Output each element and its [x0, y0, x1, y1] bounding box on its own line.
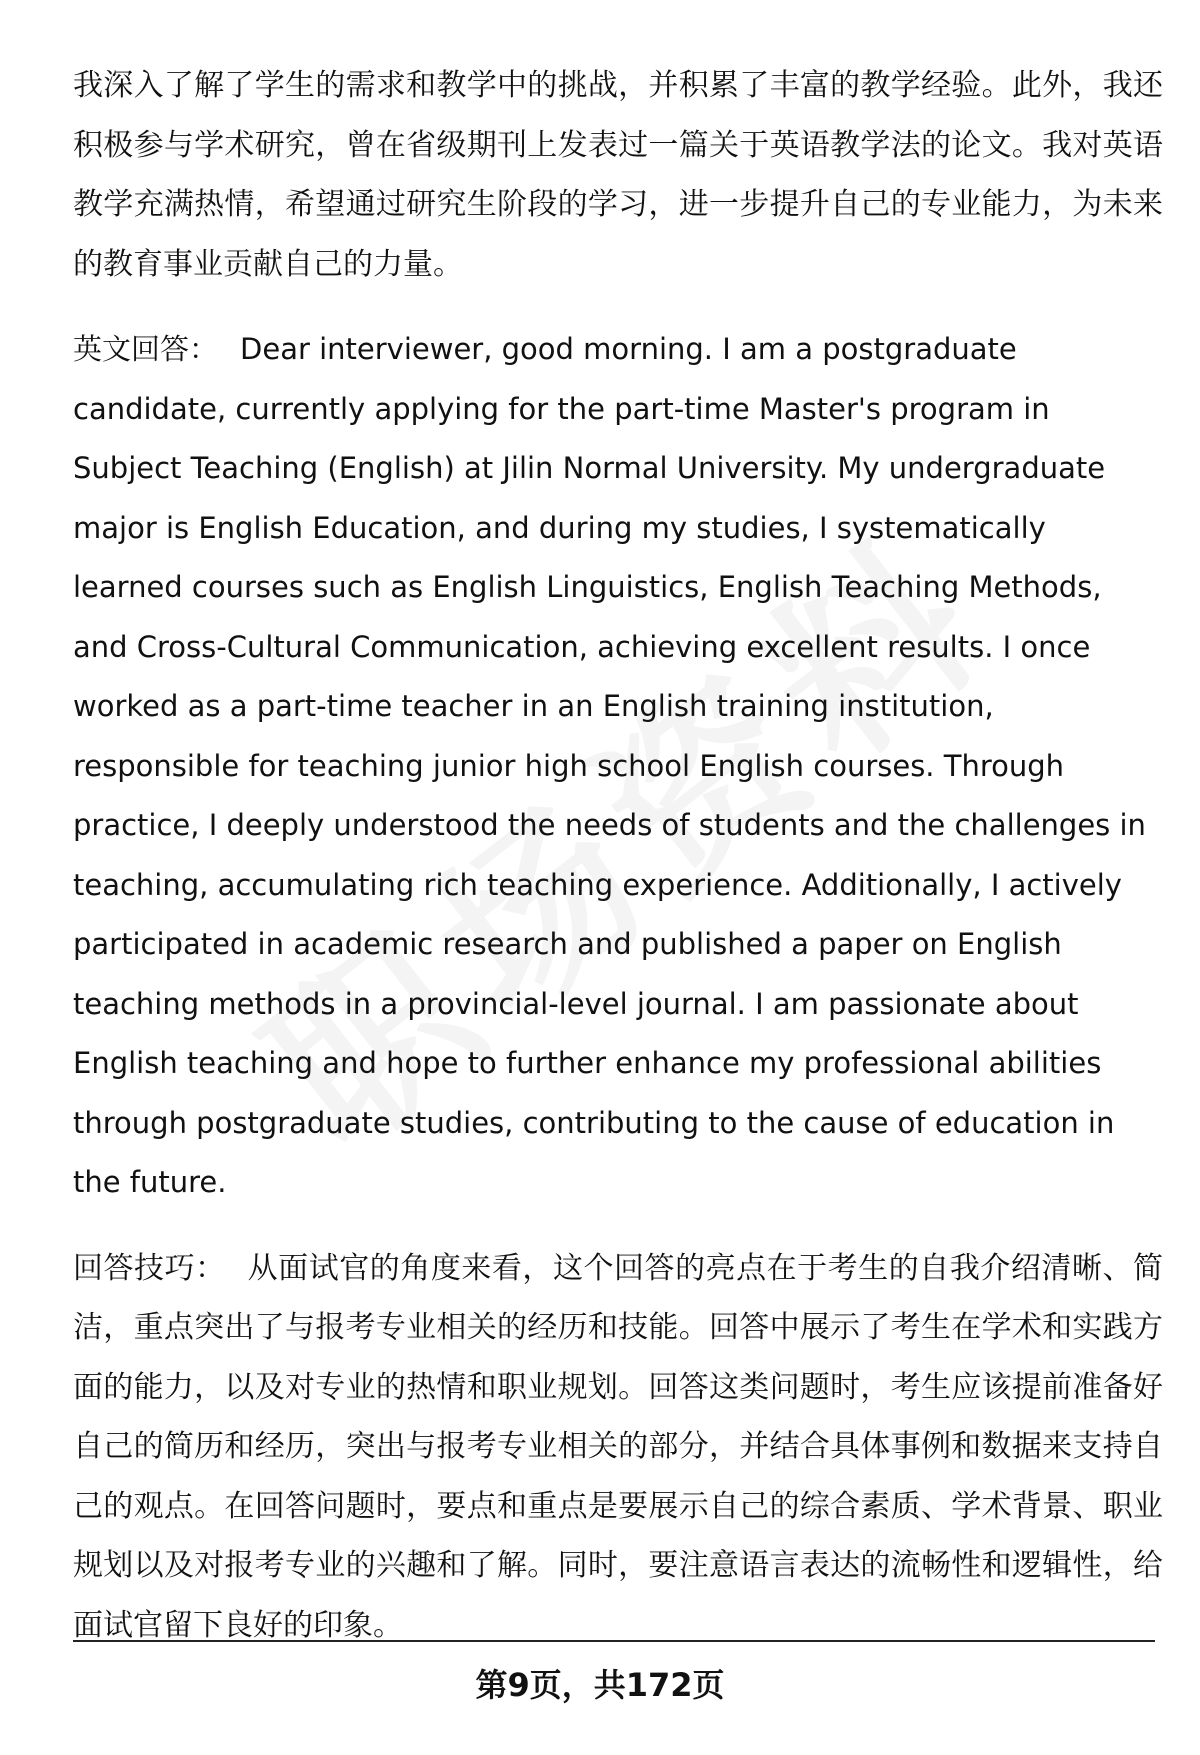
footer-divider [73, 1640, 1155, 1642]
answer-tips-text: 从面试官的角度来看，这个回答的亮点在于考生的自我介绍清晰、简洁，重点突出了与报考专业相关的经历和技能。回答中展示了考生在学术和实践方面的能力，以及对专业的热情和职业规划。回答这类问题时，考生应该提前准备好自己的简历和经历，突出与报考专业相关的部分，并结合具体事例和数据来支持自己的观点。在回答问题时，要点和重点是要展示自己的综合素质、学术背景、职业规划以及对报考专业的兴趣和了解。同时，要注意语言表达的流畅性和逻辑性，给面试官留下良好的印象。 [73, 1250, 1164, 1643]
english-answer-label: 英文回答： [73, 332, 219, 366]
english-answer-paragraph [73, 320, 1163, 1213]
page-number: 第9页，共172页 [475, 1666, 725, 1704]
document-body [73, 56, 1163, 1681]
english-answer-text: Dear interviewer, good morning. I am a postgraduate candidate, currently applying for the part-time Master's program in Subject Teaching (English) at Jilin Normal University. My undergraduate major is English Education, and during my studies, I systematically learned courses such as English Linguistics, English Teaching Methods, and Cross-Cultural Communication, achieving excellent results. I once worked as a part-time teacher in an English training institution, responsible for teaching junior high school English courses. Through practice, I deeply understood the needs of students and the challenges in teaching, accumulating rich teaching experience. Additionally, I actively participated in academic research and published a paper on English teaching methods in a provincial-level journal. I am passionate about English teaching and hope to further enhance my professional abilities through postgraduate studies, contributing to the cause of education in the future. [73, 332, 1146, 1199]
answer-tips-label: 回答技巧： [73, 1250, 226, 1286]
intro-paragraph: 我深入了解了学生的需求和教学中的挑战，并积累了丰富的教学经验。此外，我还积极参与学术研究，曾在省级期刊上发表过一篇关于英语教学法的论文。我对英语教学充满热情，希望通过研究生阶段的学习，进一步提升自己的专业能力，为未来的教育事业贡献自己的力量。 [73, 68, 1163, 282]
answer-tips-paragraph [73, 1239, 1163, 1656]
